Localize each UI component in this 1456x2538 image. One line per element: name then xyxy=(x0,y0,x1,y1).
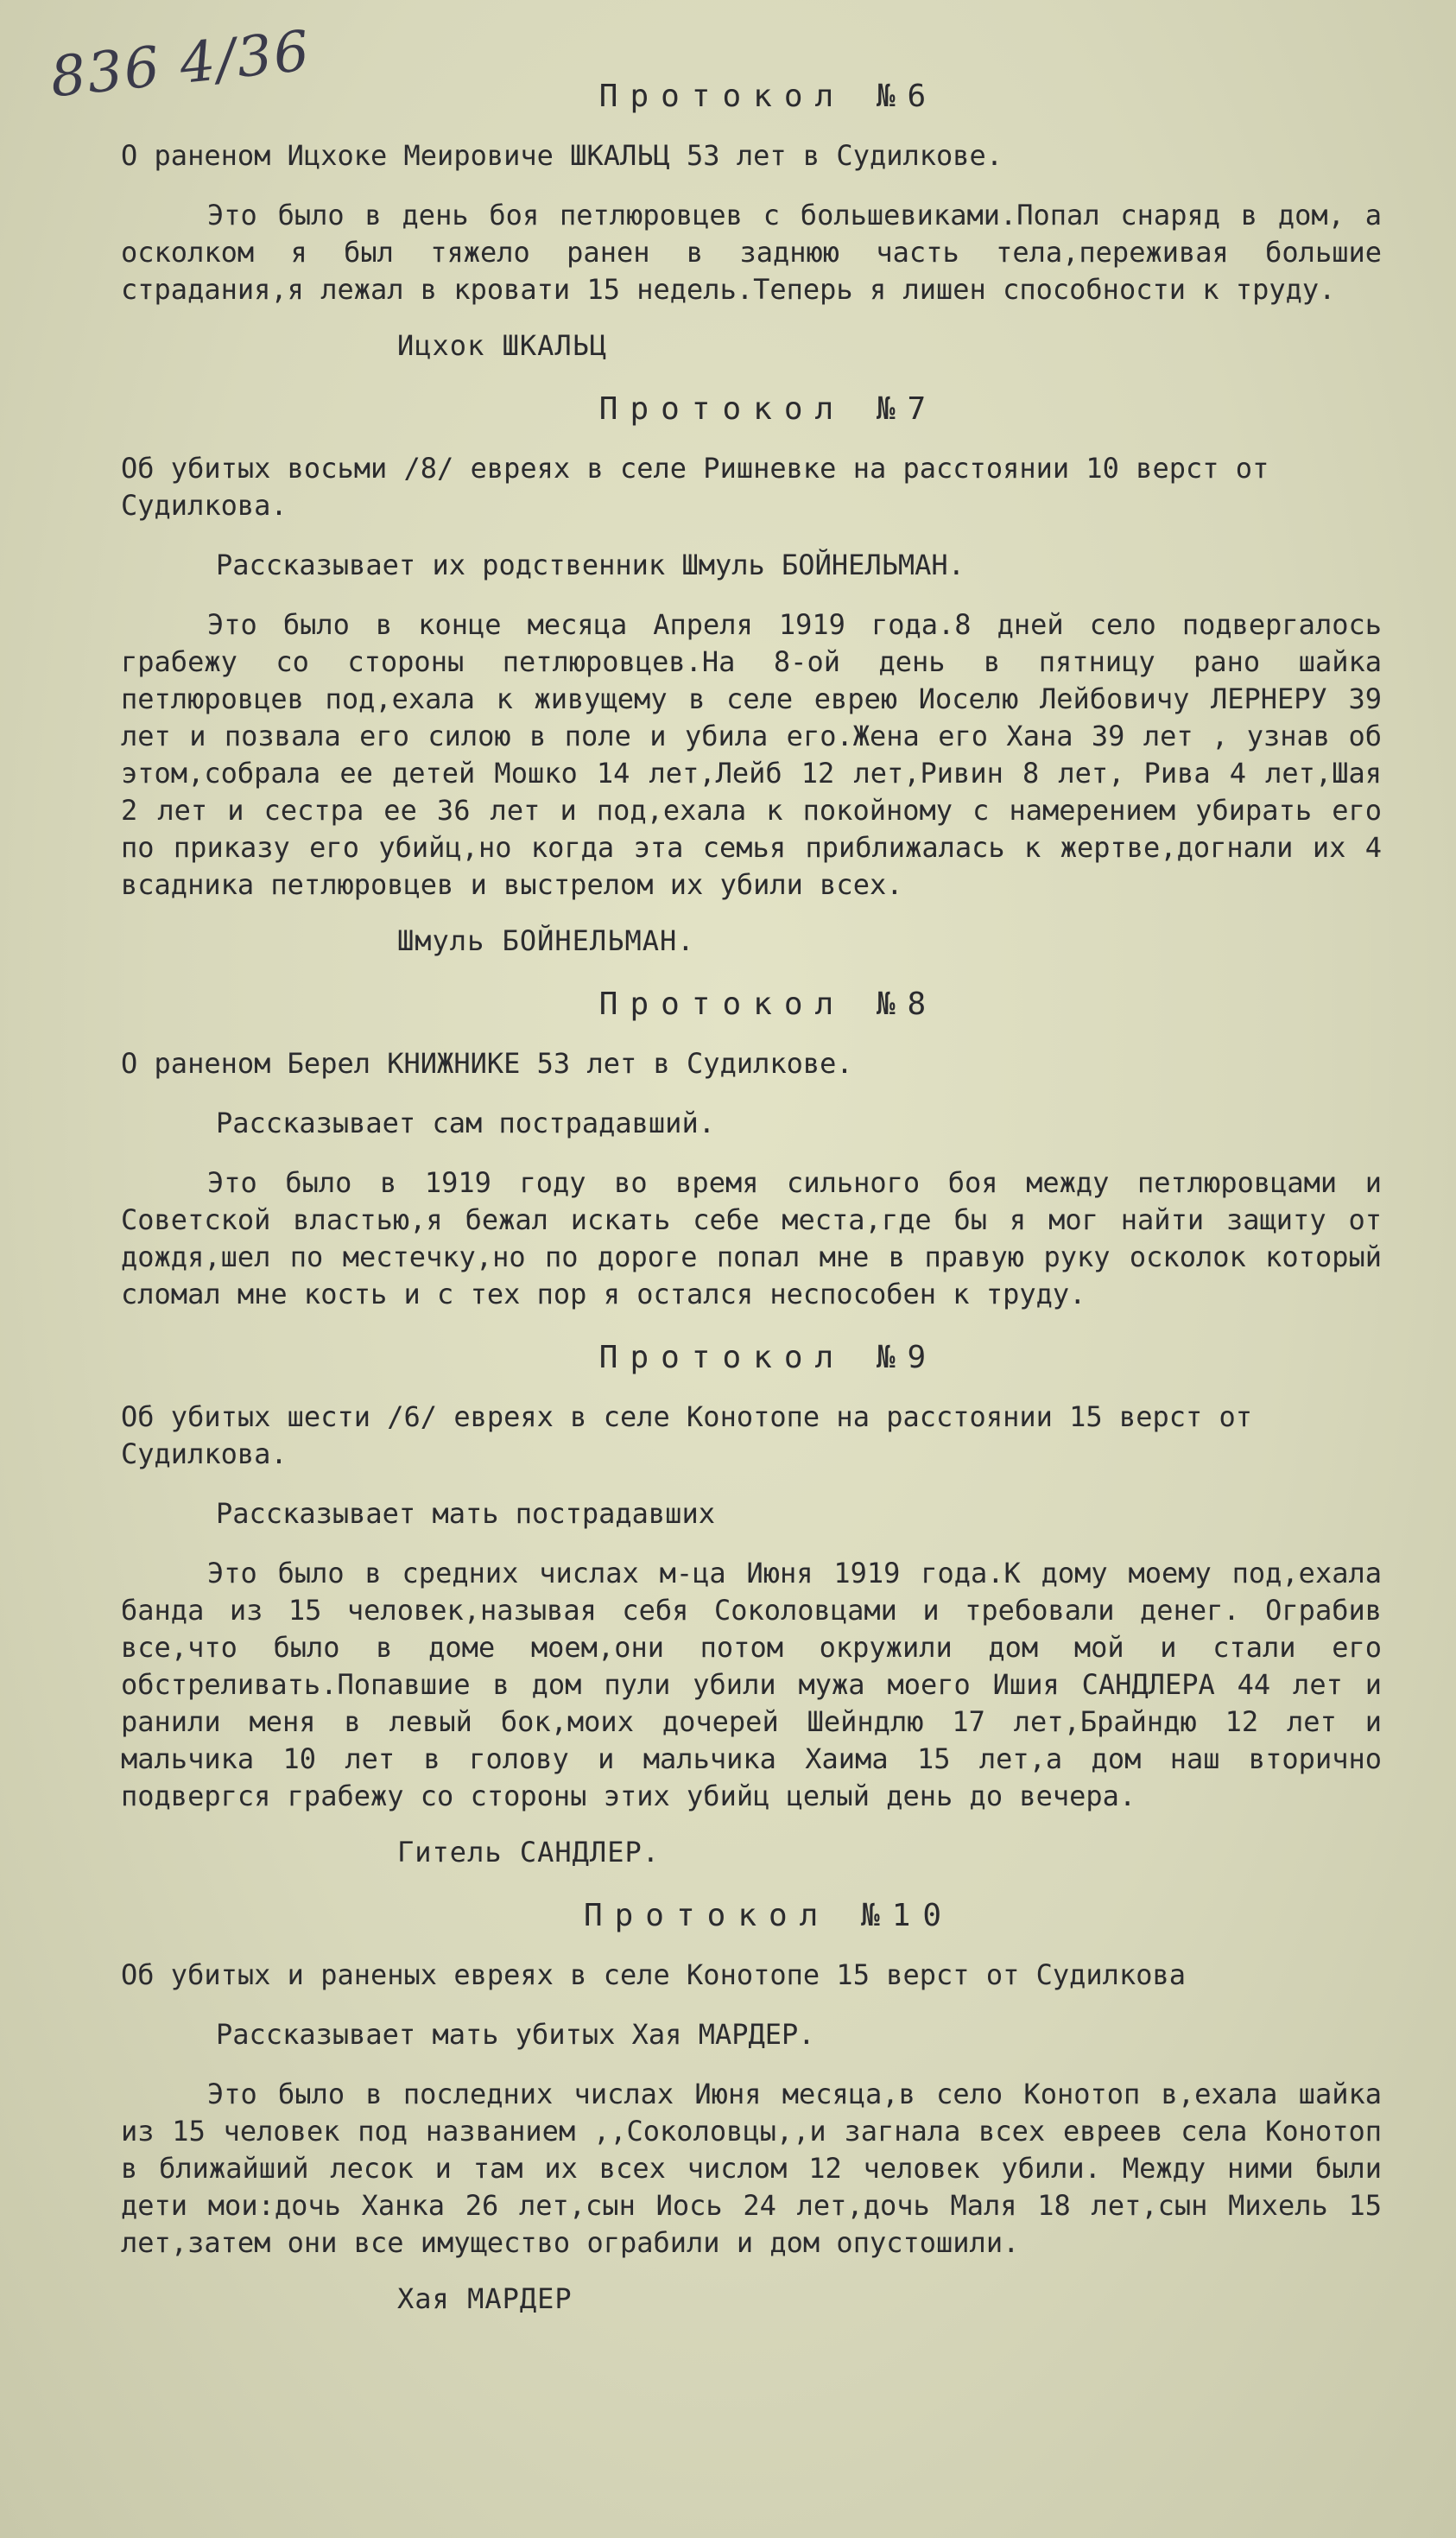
protocol-testimony: Это было в средних числах м-ца Июня 1919 года.К дому моему под,ехала банда из 15 человек,называя себя Соколовцами и требовали денег. Ограбив все,что было в доме моем,они потом окружили дом мой и стали его обстреливать.Попавшие в дом пули убили мужа моего Ишия САНДЛЕРА 44 лет и ранили меня в левый бок,моих дочерей Шейндлю 17 лет,Брайндю 12 лет и мальчика 10 лет в голову и мальчика Хаима 15 лет,а дом наш вторично подвергся грабежу со стороны этих убийц целый день до вечера. xyxy=(121,1557,1382,1812)
protocol-6 xyxy=(121,78,1382,365)
protocol-signature: Шмуль БОЙНЕЛЬМАН. xyxy=(397,924,695,957)
protocol-signature: Ицхок ШКАЛЬЦ xyxy=(397,329,608,362)
protocol-9 xyxy=(121,1339,1382,1871)
protocol-subject: О раненом Берел КНИЖНИКЕ 53 лет в Судилкове. xyxy=(121,1047,853,1080)
protocol-subject: О раненом Ицхоке Меировиче ШКАЛЬЦ 53 лет в Судилкове. xyxy=(121,139,1003,172)
protocol-title: Протокол №9 xyxy=(598,1340,939,1375)
protocol-testimony: Это было в 1919 году во время сильного боя между петлюровцами и Советской властью,я бежал искать себе места,где бы я мог найти защиту от дождя,шел по местечку,но по дороге попал мне в правую руку осколок который сломал мне кость и с тех пор я остался неспособен к труду. xyxy=(121,1166,1382,1310)
protocol-narrator: Рассказывает мать пострадавших xyxy=(216,1497,715,1530)
archive-number: 836 4/36 xyxy=(47,19,314,111)
protocol-narrator: Рассказывает сам пострадавший. xyxy=(216,1107,715,1139)
protocol-signature: Гитель САНДЛЕР. xyxy=(397,1836,660,1869)
protocol-narrator: Рассказывает их родственник Шмуль БОЙНЕЛЬМАН. xyxy=(216,549,965,581)
protocol-subject: Об убитых и раненых евреях в селе Конотопе 15 верст от Судилкова xyxy=(121,1958,1186,1991)
protocol-8 xyxy=(121,986,1382,1313)
protocol-10 xyxy=(121,1897,1382,2318)
protocol-subject: Об убитых шести /6/ евреях в селе Конотопе на расстоянии 15 верст от Судилкова. xyxy=(121,1400,1253,1470)
protocol-7 xyxy=(121,390,1382,960)
protocol-testimony: Это было в последних числах Июня месяца,в село Конотоп в,ехала шайка из 15 человек под названием ,,Соколовцы,,и загнала всех евреев села Конотоп в ближайший лесок и там их всех числом 12 человек убили. Между ними были дети мои:дочь Ханка 26 лет,сын Иось 24 лет,дочь Маля 18 лет,сын Михель 15 лет,затем они все имущество ограбили и дом опустошили. xyxy=(121,2078,1382,2259)
protocol-narrator: Рассказывает мать убитых Хая МАРДЕР. xyxy=(216,2018,815,2051)
protocol-title: Протокол №7 xyxy=(598,391,939,427)
protocol-subject: Об убитых восьми /8/ евреях в селе Ришневке на расстоянии 10 верст от Судилкова. xyxy=(121,452,1269,522)
document-body xyxy=(121,78,1382,2344)
protocol-title: Протокол №8 xyxy=(598,987,939,1022)
protocol-testimony: Это было в день боя петлюровцев с большевиками.Попал снаряд в дом, а осколком я был тяжело ранен в заднюю часть тела,переживая большие страдания,я лежал в кровати 15 недель.Теперь я лишен способности к труду. xyxy=(121,199,1382,306)
protocol-title: Протокол №6 xyxy=(598,79,939,114)
protocol-title: Протокол №10 xyxy=(583,1898,954,1933)
protocol-testimony: Это было в конце месяца Апреля 1919 года.8 дней село подвергалось грабежу со стороны петлюровцев.На 8-ой день в пятницу рано шайка петлюровцев под,ехала к живущему в селе еврею Иоселю Лейбовичу ЛЕРНЕРУ 39 лет и позвала его силою в поле и убила его.Жена его Хана 39 лет , узнав об этом,собрала ее детей Мошко 14 лет,Лейб 12 лет,Ривин 8 лет, Рива 4 лет,Шая 2 лет и сестра ее 36 лет и под,ехала к покойному с намерением убирать его по приказу его убийц,но когда эта семья приближалась к жертве,догнали их 4 всадника петлюровцев и выстрелом их убили всех. xyxy=(121,608,1382,901)
protocol-signature: Хая МАРДЕР xyxy=(397,2282,573,2315)
